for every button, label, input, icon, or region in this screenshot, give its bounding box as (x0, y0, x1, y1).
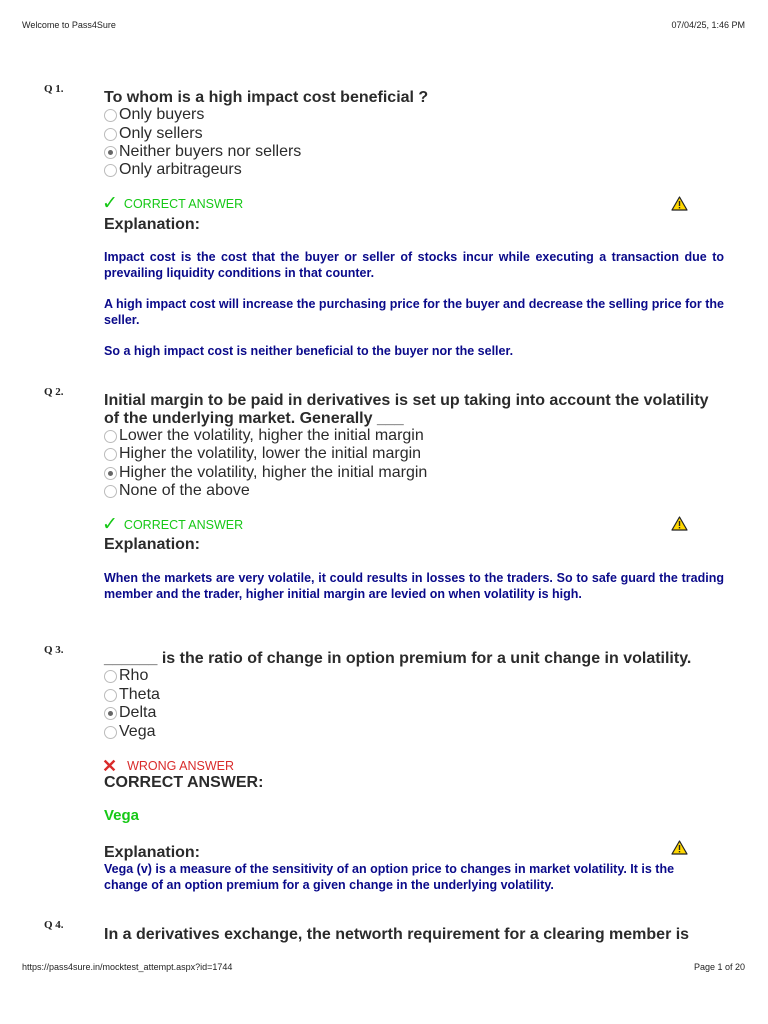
radio-icon[interactable] (104, 726, 117, 739)
answer-option[interactable] (104, 667, 148, 685)
answer-option[interactable] (104, 686, 160, 704)
question-text: Initial margin to be paid in derivatives is set up taking into account the volatility of the underlying market. Generally ___ (104, 392, 709, 427)
explanation-heading: Explanation: (104, 216, 201, 233)
answer-status-label: CORRECT ANSWER (123, 197, 244, 211)
warning-icon[interactable] (671, 516, 688, 531)
option-label: Only arbitrageurs (119, 161, 242, 178)
question-number: Q 2. (44, 386, 64, 398)
page-footer-page-number: Page 1 of 20 (693, 962, 745, 972)
checkmark-icon: ✓ (102, 514, 118, 535)
radio-icon[interactable] (104, 128, 117, 141)
question-text: In a derivatives exchange, the networth requirement for a clearing member is (104, 926, 690, 943)
option-label: Neither buyers nor sellers (119, 143, 302, 160)
page-header-title: Welcome to Pass4Sure (22, 20, 116, 30)
answer-status (102, 758, 234, 774)
radio-icon[interactable] (104, 146, 117, 159)
radio-icon[interactable] (104, 467, 117, 480)
explanation-paragraph: Vega (v) is a measure of the sensitivity of an option price to changes in market volatility. It is the change of an option premium for a given change in the underlying volatility. (104, 862, 675, 892)
answer-option-selected[interactable] (104, 704, 156, 722)
warning-icon[interactable] (671, 196, 688, 211)
correct-answer-value: Vega (104, 807, 140, 824)
option-label: Higher the volatility, higher the initial margin (119, 464, 428, 481)
option-label: Rho (119, 667, 149, 684)
radio-icon[interactable] (104, 109, 117, 122)
explanation-paragraph: Impact cost is the cost that the buyer or seller of stocks incur while executing a transaction due to prevailing liquidity conditions in that counter. (104, 250, 724, 280)
radio-icon[interactable] (104, 689, 117, 702)
explanation-heading: Explanation: (104, 844, 201, 861)
answer-option[interactable] (104, 161, 242, 179)
explanation-paragraph: When the markets are very volatile, it could results in losses to the traders. So to safe guard the trading member and the trader, higher initial margin are levied on when volatility is high. (104, 571, 724, 601)
question-number: Q 1. (44, 83, 64, 95)
answer-option[interactable] (104, 125, 203, 143)
answer-option[interactable] (104, 723, 155, 741)
radio-icon[interactable] (104, 485, 117, 498)
option-label: Only sellers (119, 125, 203, 142)
radio-icon[interactable] (104, 164, 117, 177)
answer-option[interactable] (104, 482, 250, 500)
option-label: Delta (119, 704, 157, 721)
correct-answer-heading: CORRECT ANSWER: (104, 774, 264, 791)
warning-icon[interactable] (671, 840, 688, 855)
answer-status-label: CORRECT ANSWER (123, 518, 244, 532)
option-label: Lower the volatility, higher the initial margin (119, 427, 424, 444)
cross-icon: ✕ (102, 756, 118, 776)
option-label: Higher the volatility, lower the initial margin (119, 445, 422, 462)
option-label: Vega (119, 723, 156, 740)
question-text: To whom is a high impact cost beneficial ? (104, 89, 429, 106)
radio-icon[interactable] (104, 448, 117, 461)
question-number: Q 3. (44, 644, 64, 656)
page-footer-url: https://pass4sure.in/mocktest_attempt.aspx?id=1744 (22, 962, 233, 972)
answer-option[interactable] (104, 106, 204, 124)
answer-status-label: WRONG ANSWER (127, 759, 235, 773)
option-label: None of the above (119, 482, 250, 499)
answer-option[interactable] (104, 427, 424, 445)
answer-status (102, 514, 244, 535)
radio-icon[interactable] (104, 430, 117, 443)
question-number: Q 4. (44, 919, 64, 931)
page-header-datetime: 07/04/25, 1:46 PM (671, 20, 745, 30)
option-label: Theta (119, 686, 160, 703)
explanation-paragraph: A high impact cost will increase the purchasing price for the buyer and decrease the selling price for the seller. (104, 297, 724, 327)
answer-option[interactable] (104, 445, 421, 463)
option-label: Only buyers (119, 106, 205, 123)
explanation-heading: Explanation: (104, 536, 201, 553)
explanation-paragraph: So a high impact cost is neither beneficial to the buyer nor the seller. (104, 344, 514, 358)
radio-icon[interactable] (104, 670, 117, 683)
answer-status (102, 193, 244, 214)
answer-option-selected[interactable] (104, 464, 427, 482)
radio-icon[interactable] (104, 707, 117, 720)
answer-option-selected[interactable] (104, 143, 301, 161)
question-text: ______ is the ratio of change in option premium for a unit change in volatility. (104, 650, 692, 667)
checkmark-icon: ✓ (102, 193, 118, 214)
